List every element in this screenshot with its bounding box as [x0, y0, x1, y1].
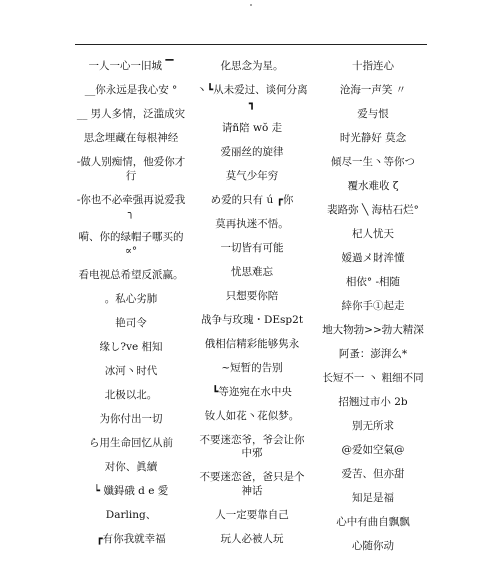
text-line: 化思念为星。 [220, 60, 284, 72]
column-1 [72, 60, 190, 564]
text-line: 冰河丶时代 [104, 364, 158, 377]
text-line: 爱与恨 [357, 108, 389, 120]
text-line: -你也不必牵强再说爱我╮ [76, 193, 186, 219]
text-line: ┕ 孅鍀硪 d e 愛 [93, 484, 169, 497]
text-line: 钕人如花丶花似梦。 [204, 409, 300, 422]
text-line: 不要迷恋爸，爸只是个神话 [199, 471, 305, 497]
text-line: 缘し?ve 相知 [99, 340, 163, 353]
text-line: 莫气少年穷 [225, 169, 279, 182]
text-line: 爱丽丝的旋律 [220, 145, 284, 158]
text-line: 嗬、你的绿帽子哪买的∝° [78, 231, 184, 257]
text-line: 覆水难收 ζ [347, 180, 399, 192]
text-line: 爱苦、但亦甜 [341, 468, 405, 480]
text-line: 十指连心 [352, 60, 394, 72]
text-line: __ 男人多情，泛滥成灾 [76, 108, 186, 120]
text-line: 战争与玫瑰・DEsp2t [200, 313, 304, 326]
text-line: 傾尽一生丶等你つ [331, 156, 415, 168]
text-line: 杞人忧天 [352, 228, 394, 240]
text-line: 莫再执迷不悟。 [215, 217, 289, 230]
text-line: ┗等迩宛在水中央 [212, 385, 292, 398]
text-line: 为你付出一切 [99, 412, 163, 425]
text-line: 招翘过市小 2b [338, 396, 408, 408]
text-line: 嫒過メ財洠懂 [341, 252, 405, 264]
text-line: 沧海一声笑 〃 [339, 84, 407, 96]
text-line: Darling、 [105, 508, 157, 521]
text-line: 玩人必被人玩 [220, 532, 284, 545]
text-line: __你永远是我心安 ° [84, 84, 178, 96]
column-3 [314, 60, 432, 564]
text-line: ┏有你我就幸福 [96, 532, 166, 545]
text-line: 对你、眞續 [104, 460, 158, 473]
text-line: 时光静好 莫念 [339, 132, 407, 144]
header-dot [250, 4, 252, 6]
text-line: 看电视总希望反派赢。 [78, 268, 184, 281]
text-line: 请ñ陪 wŏ 走 [221, 121, 283, 134]
text-line: 心随你动 [352, 540, 394, 552]
text-line: 不要迷恋爷，爷会让你中邪 [199, 433, 305, 459]
text-line: 思念埋藏在每根神经 [83, 132, 179, 144]
text-line: 人一定要靠自己 [215, 508, 289, 521]
text-line: ~短暂的告别 [221, 361, 283, 374]
text-line: 一切皆有可能 [220, 241, 284, 254]
text-line: 丶┗从未爱过、谈何分离┓ [196, 84, 308, 110]
text-line: 北极以北。 [104, 388, 158, 401]
text-line: 阿蚤：澎湃么* [338, 348, 408, 360]
columns [72, 60, 432, 564]
text-line: 一人一心一旧城 ▔ [88, 60, 174, 72]
text-line: -做人别痴情，他爱你才行 [76, 156, 186, 182]
text-line: ら用生命回忆从前 [89, 436, 173, 449]
text-line: 緈你手①起走 [341, 300, 405, 312]
header-rule [75, 44, 427, 45]
text-line: 俄相信精彩能够隽永 [204, 337, 300, 350]
text-line: 相依° -相随 [345, 276, 401, 288]
text-line: 长短不一 丶 粗细不同 [322, 372, 424, 384]
text-line: 知足是福 [352, 492, 394, 504]
text-line: 。私心劣肺 [104, 292, 158, 305]
text-line: 艳司令 [115, 316, 147, 329]
text-line: 心中有曲自飘飘 [336, 516, 410, 528]
text-line: め爱的只有 ú ┏你 [210, 193, 294, 206]
text-line: 地大物勃>>勃大精深 [322, 324, 424, 336]
text-line: 裴路弥 ╲ 海枯石烂° [327, 204, 419, 216]
text-line: 别无所求 [352, 420, 394, 432]
text-line: 忧思难忘 [231, 265, 273, 278]
text-line: 只想要你陪 [225, 289, 279, 302]
text-line: @爱如空氣@ [341, 444, 405, 456]
column-2 [193, 60, 311, 564]
